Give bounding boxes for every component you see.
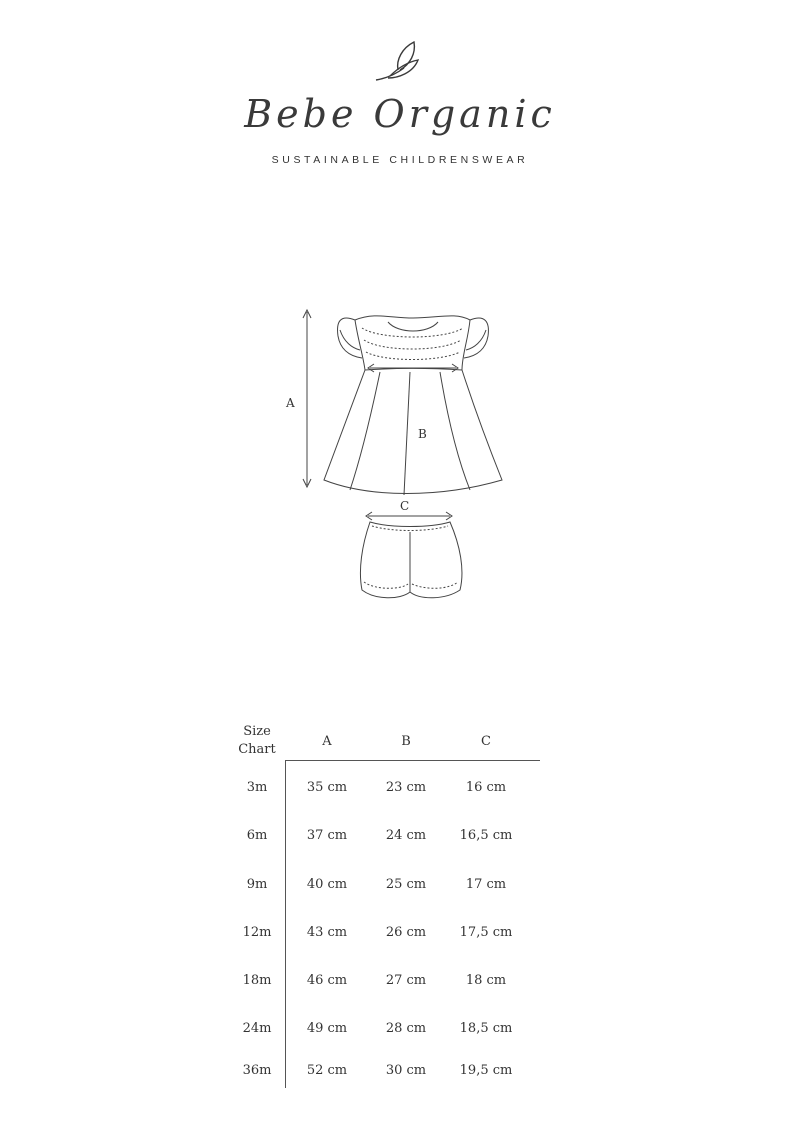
- column-divider: [285, 760, 286, 1088]
- header-size: Size: [243, 724, 271, 739]
- row-size: 6m: [246, 828, 268, 843]
- row-c: 19,5 cm: [459, 1063, 513, 1078]
- row-c: 18 cm: [465, 973, 507, 988]
- label-c: C: [400, 499, 410, 513]
- row-c: 17,5 cm: [459, 925, 513, 940]
- row-b: 23 cm: [385, 780, 427, 795]
- leaf-logo-icon: [368, 38, 438, 88]
- label-a: A: [286, 396, 295, 410]
- row-b: 26 cm: [385, 925, 427, 940]
- garment-diagram: [270, 300, 530, 610]
- row-size: 12m: [242, 925, 272, 940]
- brand-name: Bebe Organic: [244, 92, 556, 136]
- row-b: 24 cm: [385, 828, 427, 843]
- row-c: 16,5 cm: [459, 828, 513, 843]
- row-a: 49 cm: [306, 1021, 348, 1036]
- row-c: 18,5 cm: [459, 1021, 513, 1036]
- row-b: 25 cm: [385, 877, 427, 892]
- row-c: 17 cm: [465, 877, 507, 892]
- row-size: 9m: [246, 877, 268, 892]
- row-a: 43 cm: [306, 925, 348, 940]
- header-chart: Chart: [238, 742, 276, 757]
- header-col-b: B: [401, 734, 411, 749]
- row-size: 24m: [242, 1021, 272, 1036]
- row-b: 27 cm: [385, 973, 427, 988]
- row-b: 30 cm: [385, 1063, 427, 1078]
- header-divider: [285, 760, 540, 761]
- row-c: 16 cm: [465, 780, 507, 795]
- row-a: 37 cm: [306, 828, 348, 843]
- row-b: 28 cm: [385, 1021, 427, 1036]
- brand-tagline: SUSTAINABLE CHILDRENSWEAR: [271, 154, 529, 166]
- row-size: 18m: [242, 973, 272, 988]
- row-a: 35 cm: [306, 780, 348, 795]
- row-a: 52 cm: [306, 1063, 348, 1078]
- header-col-a: A: [322, 734, 332, 749]
- label-b: B: [418, 427, 427, 441]
- row-size: 3m: [246, 780, 268, 795]
- row-size: 36m: [242, 1063, 272, 1078]
- header-col-c: C: [481, 734, 491, 749]
- row-a: 46 cm: [306, 973, 348, 988]
- row-a: 40 cm: [306, 877, 348, 892]
